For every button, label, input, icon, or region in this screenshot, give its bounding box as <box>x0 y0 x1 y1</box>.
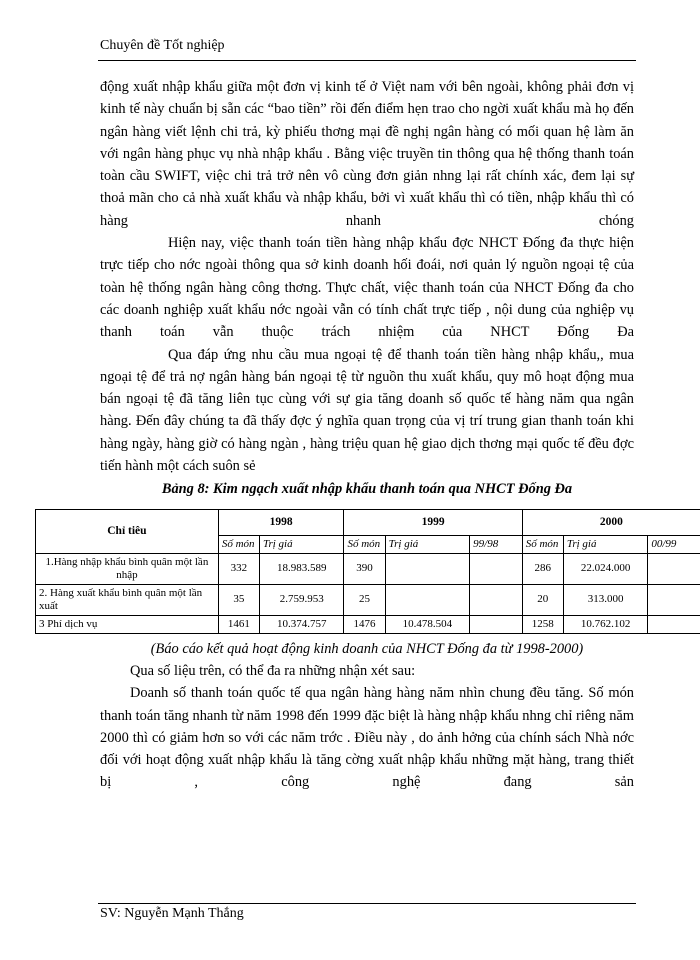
cell: 35 <box>218 584 259 615</box>
row-label: 2. Hàng xuất khẩu bình quân một lần xuất <box>36 584 219 615</box>
cell: 1476 <box>344 615 385 633</box>
page-content <box>39 76 677 794</box>
paragraph-2: Hiện nay, việc thanh toán tiền hàng nhập khẩu đợc NHCT Đống đa thực hiện trực tiếp cho nớc ngoài thông qua sở kinh doanh hối đoái, nơi quản lý nguồn ngoại tệ của toàn hệ thống ngân hàng công thơng. Thực chất, việc thanh toán của NHCT Đống đa cho các doanh nghiệp xuất khẩu nớc ngoài vẫn có tính chất trực tiếp , nội dung của nghiệp vụ thanh toán vẫn thuộc trách nhiệm của NHCT Đống Đa <box>100 235 634 341</box>
cell <box>648 553 700 584</box>
cell: 18.983.589 <box>259 553 344 584</box>
cell: 22.024.000 <box>563 553 648 584</box>
paragraph-1: động xuất nhập khẩu giữa một đơn vị kinh tế ở Việt nam với bên ngoài, không phải đơn vị kinh tế này chuẩn bị sẵn các “bao tiền” rồi đến điểm hẹn trao cho ngời xuất khẩu mà họ đến ngân hàng viết lệnh chi trả, kỳ phiếu thơng mại đề nghị ngân hàng có mối quan hệ làm ăn với ngân hàng phục vụ nhà nhập khẩu . Bằng việc truyền tin thông qua hệ thống thanh toán toàn cầu SWIFT, việc chi trả trở nên vô cùng đơn giản nhng lại rất chính xác, đem lại sự thoả mãn cho cả nhà xuất khẩu và nhập khẩu, bởi vì xuất khẩu thì có tiền, nhập khẩu thì có hàng nhanh chóng <box>100 79 634 229</box>
sub-tri-gia: Trị giá <box>385 535 470 553</box>
table-row <box>36 584 700 615</box>
col-indicator-header: Chỉ tiêu <box>36 509 219 553</box>
sub-so-mon: Số món <box>218 535 259 553</box>
cell: 25 <box>344 584 385 615</box>
table-caption: Bảng 8: Kim ngạch xuất nhập khẩu thanh toán qua NHCT Đống Đa <box>161 481 573 498</box>
sub-so-mon: Số món <box>344 535 385 553</box>
page-header: Chuyên đề Tốt nghiệp <box>100 38 225 53</box>
table-source: (Báo cáo kết quả hoạt động kinh doanh của NHCT Đống đa từ 1998-2000) <box>150 640 584 657</box>
sub-ratio: 00/99 <box>648 535 700 553</box>
paragraph-5: Doanh số thanh toán quốc tế qua ngân hàng hàng năm nhìn chung đều tăng. Số món thanh toán tăng nhanh từ năm 1998 đến 1999 đặc biệt là hàng nhập khẩu nhng chỉ riêng năm 2000 thì có giảm hơn so với các năm trớc . Điều này , do ảnh hởng của chính sách Nhà nớc đối với hoạt động xuất nhập khẩu là tăng cờng xuất nhập khẩu những mặt hàng, trang thiết bị , công nghệ đang sản <box>100 685 634 791</box>
cell: 1258 <box>522 615 563 633</box>
cell: 20 <box>522 584 563 615</box>
paragraph-4: Qua số liệu trên, có thể đa ra những nhận xét sau: <box>130 662 416 679</box>
cell: 10.478.504 <box>385 615 470 633</box>
cell <box>648 584 700 615</box>
cell <box>648 615 700 633</box>
row-label: 3 Phí dịch vụ <box>36 615 219 633</box>
footer-rule <box>98 903 636 904</box>
table-header-row <box>36 509 700 535</box>
cell <box>385 584 470 615</box>
col-year-1999: 1999 <box>344 509 522 535</box>
cell: 2.759.953 <box>259 584 344 615</box>
data-table <box>35 509 700 634</box>
paragraph-3: Qua đáp ứng nhu cầu mua ngoại tệ để thanh toán tiền hàng nhập khẩu,, mua ngoại tệ để trả nợ ngân hàng bán ngoại tệ từ nguồn thu xuất khẩu, quy mô hoạt động mua bán ngoại tệ đã tăng liên tục cùng với sự gia tăng doanh số quốc tế hàng năm qua ngân hàng. Đến đây chúng ta đã thấy đợc ý nghĩa quan trọng của vị trí trung gian thanh toán khi hàng ngày, hàng giờ có hàng ngàn , hàng triệu quan hệ giao dịch thơng mại quốc tế đều đợc tiến hành một cách suôn sẻ <box>100 346 634 475</box>
sub-ratio: 99/98 <box>470 535 523 553</box>
page-footer: SV: Nguyễn Mạnh Thắng <box>100 906 244 921</box>
col-year-2000: 2000 <box>522 509 700 535</box>
cell: 1461 <box>218 615 259 633</box>
row-label: 1.Hàng nhập khẩu bình quân một lần nhập <box>36 553 219 584</box>
cell: 332 <box>218 553 259 584</box>
table-row <box>36 553 700 584</box>
cell <box>385 553 470 584</box>
cell <box>470 553 523 584</box>
table-wrapper <box>35 509 700 634</box>
cell: 390 <box>344 553 385 584</box>
col-year-1998: 1998 <box>218 509 344 535</box>
cell <box>470 584 523 615</box>
sub-tri-gia: Trị giá <box>563 535 648 553</box>
cell <box>470 615 523 633</box>
cell: 286 <box>522 553 563 584</box>
cell: 313.000 <box>563 584 648 615</box>
sub-so-mon: Số món <box>522 535 563 553</box>
cell: 10.374.757 <box>259 615 344 633</box>
cell: 10.762.102 <box>563 615 648 633</box>
sub-tri-gia: Trị giá <box>259 535 344 553</box>
header-rule <box>98 60 636 61</box>
table-row <box>36 615 700 633</box>
